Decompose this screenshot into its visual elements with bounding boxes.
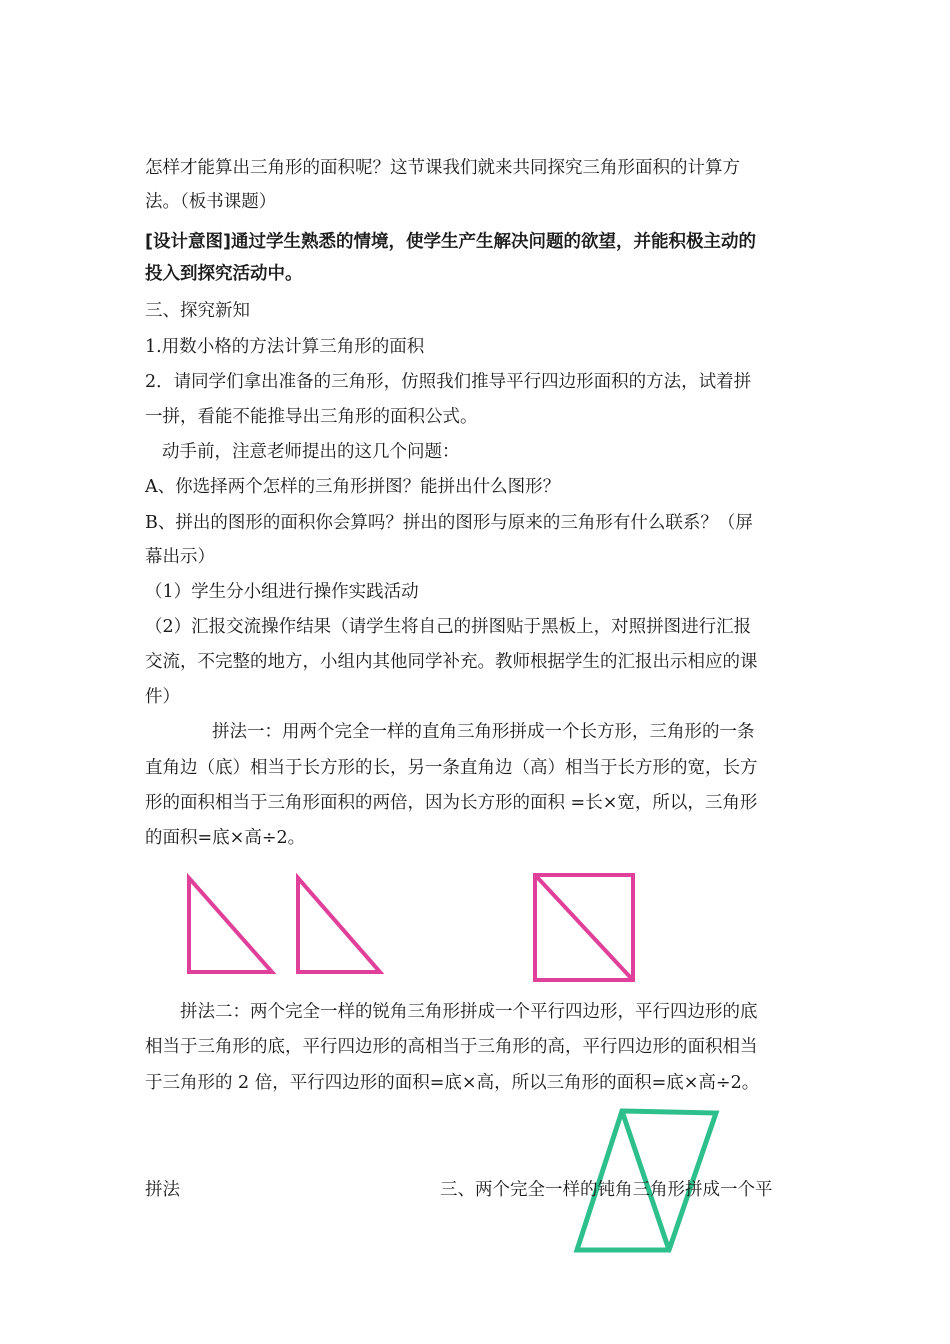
method-1-line-2: 直角边（底）相当于长方形的长，另一条直角边（高）相当于长方形的宽，长方 — [145, 758, 758, 778]
method-2-line-2: 相当于三角形的底，平行四边形的高相当于三角形的高，平行四边形的面积相当 — [145, 1037, 758, 1057]
intro-line-2: 法。（板书课题） — [145, 192, 277, 212]
right-triangle-2 — [298, 878, 380, 972]
method-1-line-3: 形的面积相当于三角形面积的两倍，因为长方形的面积 =长×宽，所以，三角形 — [145, 793, 758, 813]
activity-2-line-2: 交流，不完整的地方，小组内其他同学补充。教师根据学生的汇报出示相应的课 — [145, 652, 758, 672]
activity-2-line-3: 件） — [145, 687, 180, 707]
step-1: 1.用数小格的方法计算三角形的面积 — [145, 337, 425, 357]
question-b-line-2: 幕出示） — [145, 547, 215, 567]
design-intent-text: 通过学生熟悉的情境，使学生产生解决问题的欲望，并能积极主动的 — [231, 232, 756, 252]
intro-line-1: 怎样才能算出三角形的面积呢？这节课我们就来共同探究三角形面积的计算方 — [145, 158, 740, 178]
method-2-line-3: 于三角形的 2 倍，平行四边形的面积=底×高，所以三角形的面积=底×高÷2。 — [145, 1073, 760, 1093]
step-2-line-1: 2．请同学们拿出准备的三角形，仿照我们推导平行四边形面积的方法，试着拼 — [145, 372, 752, 392]
notice-text: 动手前，注意老师提出的这几个问题： — [162, 442, 460, 462]
method-1-line-1: 拼法一：用两个完全一样的直角三角形拼成一个长方形，三角形的一条 — [212, 722, 755, 742]
method-3-left: 拼法 — [145, 1180, 180, 1200]
design-intent-tag: [设计意图] — [145, 232, 231, 252]
question-b-line-1: B、拼出的图形的面积你会算吗？拼出的图形与原来的三角形有什么联系？（屏 — [145, 513, 753, 533]
section-heading: 三、探究新知 — [145, 301, 250, 321]
method-2-line-1: 拼法二：两个完全一样的锐角三角形拼成一个平行四边形，平行四边形的底 — [180, 1002, 758, 1022]
question-a: A、你选择两个怎样的三角形拼图？能拼出什么图形？ — [145, 477, 561, 497]
right-triangle-1 — [189, 878, 272, 972]
method-3-right: 三、两个完全一样的钝角三角形拼成一个平 — [440, 1180, 773, 1200]
activity-1: （1）学生分小组进行操作实践活动 — [145, 582, 419, 602]
rectangle-diagonal — [537, 877, 631, 978]
design-intent-line-2: 投入到探究活动中。 — [145, 264, 303, 284]
activity-2-line-1: （2）汇报交流操作结果（请学生将自己的拼图贴于黑板上，对照拼图进行汇报 — [145, 617, 752, 637]
method-1-line-4: 的面积=底×高÷2。 — [145, 828, 306, 848]
step-2-line-2: 一拼，看能不能推导出三角形的面积公式。 — [145, 407, 478, 427]
